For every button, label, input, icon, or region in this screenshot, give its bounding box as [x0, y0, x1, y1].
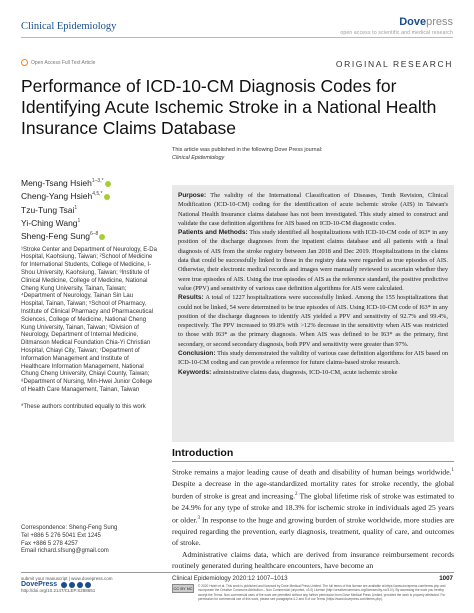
- youtube-icon[interactable]: [77, 582, 83, 588]
- header-divider: [21, 37, 453, 38]
- citation-link[interactable]: 2: [295, 492, 298, 498]
- license-text: © 2020 Hsieh et al. This work is published and licensed by Dove Medical Press Limited. The full terms of this license are available at https://www.dovepress.com/terms.php and incorporate the Creative Commons Attribution – Non Commercial (unported, v3.0) License (http://creativecommons.org/licenses/by-nc/3.0/). By accessing the work you hereby accept the Terms. Non-commercial uses of the work are permitted without any further permission from Dove Medical Press Limited, provided the work is properly attributed. For permission for commercial use of this work, please see paragraphs 4.2 and 5 of our Terms (https://www.dovepress.com/terms.php).: [198, 584, 446, 602]
- doi-link[interactable]: http://doi.org/10.2147/CLEP.S288651: [21, 588, 96, 594]
- footer-citation: Clinical Epidemiology 2020:12 1007–1013: [172, 575, 288, 582]
- page-number: 1007: [439, 575, 453, 582]
- journal-title: Clinical Epidemiology: [21, 21, 117, 32]
- citation-link[interactable]: 3: [197, 516, 200, 522]
- paper-title: Performance of ICD-10-CM Diagnosis Codes for Identifying Acute Ischemic Stroke in a National Health Insurance Claims Database: [21, 76, 437, 138]
- correspondence-email[interactable]: Email richard.sfsung@gmail.com: [21, 548, 109, 555]
- footer-links: [21, 576, 131, 594]
- affiliations: ¹Stroke Center and Department of Neurology, E-Da Hospital, Kaohsiung, Taiwan; ²School of Medicine for International Students, College of Medicine, I-Shou University, Kaohsiung, Taiwan; ³Institute of Clinical Medicine, College of Medicine, National Cheng Kung University, Tainan, Taiwan; ⁴Department of Neurology, Tainan Sin Lau Hospital, Tainan, Taiwan; ⁵School of Pharmacy, Institute of Clinical Pharmacy and Pharmaceutical Sciences, College of Medicine, National Cheng Kung University, Tainan, Taiwan; ⁶Division of Neurology, Department of Internal Medicine, Ditmanson Medical Foundation Chia-Yi Christian Hospital, Chiayi City, Taiwan; ⁷Department of Information Management and Institute of Healthcare Information Management, National Chung Cheng University, Chiayi County, Taiwan; ⁸Department of Nursing, Min-Hwei Junior College of Health Care Management, Tainan, Taiwan: [21, 246, 157, 393]
- footer-divider: [21, 572, 454, 573]
- introduction-heading: Introduction: [172, 447, 234, 459]
- author-name[interactable]: Sheng-Feng Sung$^{6-8}$: [21, 229, 157, 242]
- license-block: [172, 584, 454, 602]
- facebook-icon[interactable]: [61, 582, 67, 588]
- submit-link[interactable]: submit your manuscript | www.dovepress.com: [21, 576, 113, 581]
- publisher-logo[interactable]: [340, 16, 453, 36]
- cc-license-icon[interactable]: CC BY NC: [173, 586, 193, 591]
- open-access-label: Open Access Full Text Article: [21, 59, 95, 66]
- orcid-icon[interactable]: [105, 181, 111, 187]
- introduction-divider: [172, 461, 454, 462]
- orcid-icon[interactable]: [104, 194, 110, 200]
- author-name[interactable]: Yi-Ching Wang$^1$: [21, 217, 81, 228]
- author-name[interactable]: Cheng-Yang Hsieh$^{4,5,*}$: [21, 189, 157, 202]
- introduction-body: Stroke remains a major leading cause of death and disability of human beings worldwide.$^1$ Despite a decrease in the age-standardized mortality rates for stroke recently, the global burden of stroke is great and increasing.$^2$ The global lifetime risk of stroke was estimated to be 24.9% for any type of stroke and 18.3% for ischemic stroke in individuals aged 25 years or older.$^3$ In response to the huge and growing burden of stroke worldwide, more studies are required regarding the prevention, early diagnosis, treatment, quality of care, and outcomes of stroke. Administrative claims data, which are derived from insurance reimbursement records routinely generated during healthcare encounters, have become an: [172, 467, 454, 570]
- twitter-icon[interactable]: [69, 582, 75, 588]
- dovepress-logo: Dovepress: [399, 16, 453, 28]
- orcid-icon[interactable]: [99, 234, 105, 240]
- correspondence: Correspondence: Sheng-Feng Sung Tel +886 5 276 5041 Ext 1245 Fax +886 5 278 4257 Email richard.sfsung@gmail.com: [21, 525, 157, 556]
- open-access-icon: [21, 59, 28, 66]
- abstract-box: Purpose: The validity of the International Classification of Diseases, Tenth Revision, Clinical Modification (ICD-10-CM) coding for the identification of acute ischemic stroke (AIS) in Taiwan's National Health Insurance claims database has not been investigated. This study aimed to construct and validate the case definition algorithms for AIS based on ICD-10-CM diagnostic codes. Patients and Methods: This study identified all hospitalizations with ICD-10-CM code of I63* in any position of the discharge diagnoses from the inpatient claims database and all patients with a final diagnosis of AIS from the stroke registry between Jan 2018 and Dec 2019. Hospitalizations in the claims data that could be successfully linked to those in the registry data were regarded as true episodes of AIS. Otherwise, their electronic medical records and images were manually reviewed to ascertain whether they were true episodes of AIS. Using the true episodes of AIS as the reference standard, the positive predictive value (PPV) and sensitivity of various case definition algorithms for AIS were calculated. Results: A total of 1227 hospitalizations were successfully linked. Among the 155 hospitalizations that could not be linked, 54 were determined to be true episodes of AIS. Using ICD-10-CM code of I63* in any position of the discharge diagnoses to identify AIS yielded a PPV and sensitivity of 92.7% and 99.4%, respectively. The PPV increased to 99.8% with >12% decrease in the sensitivity when AIS was restricted to those with I63* as the primary diagnosis. When AIS was defined to be I63* as the primary, first secondary, or second secondary diagnosis, both PPV and sensitivity were greater than 97%. Conclusion: This study demonstrated the validity of various case definition algorithms for AIS based on ICD-10-CM coding and can provide a reference for future claims-based stroke research. Keywords: administrative claims data, diagnosis, ICD-10-CM, acute ischemic stroke: [172, 185, 454, 442]
- equal-contribution-note: *These authors contributed equally to this work: [21, 403, 146, 410]
- citation-link[interactable]: 1: [451, 468, 454, 473]
- dovepress-footer-logo[interactable]: DovePress: [21, 581, 58, 589]
- publication-note: This article was published in the following Dove Press journal: Clinical Epidemiology: [172, 147, 323, 161]
- article-type: ORIGINAL RESEARCH: [335, 59, 453, 69]
- publisher-tagline: open access to scientific and medical research: [340, 30, 453, 36]
- author-name[interactable]: Meng-Tsang Hsieh$^{1-3,*}$: [21, 176, 157, 189]
- social-icons: [61, 582, 91, 588]
- author-column: [21, 176, 157, 412]
- linkedin-icon[interactable]: [85, 582, 91, 588]
- author-name[interactable]: Tzu-Tung Tsai$^1$: [21, 204, 78, 215]
